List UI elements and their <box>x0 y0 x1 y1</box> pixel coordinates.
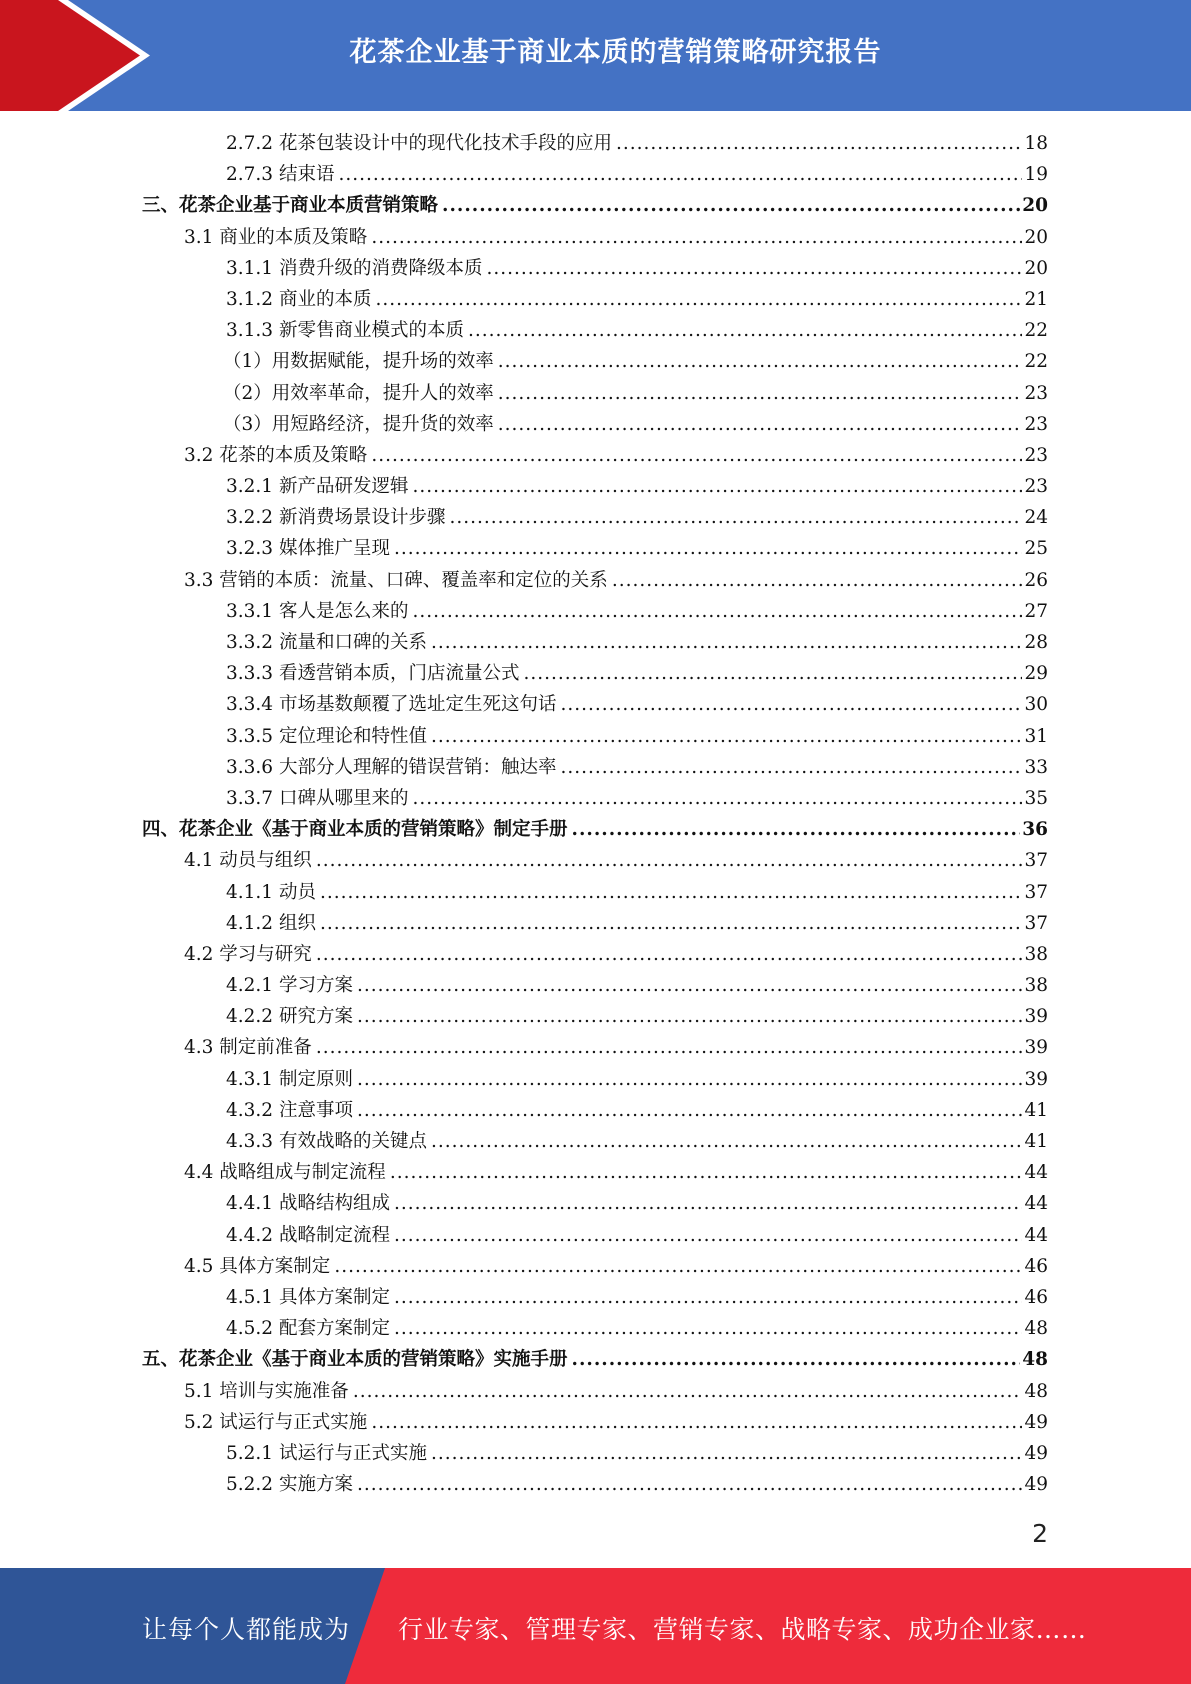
toc-dot-leader <box>449 502 1022 533</box>
toc-entry-title: 4.4 战略组成与制定流程 <box>184 1162 386 1184</box>
toc-entry[interactable] <box>0 1251 1191 1282</box>
toc-entry-page: 41 <box>1024 1131 1048 1152</box>
toc-dot-leader <box>523 658 1022 689</box>
toc-dot-leader <box>612 565 1023 596</box>
toc-entry-page: 24 <box>1024 507 1048 529</box>
toc-entry[interactable] <box>0 1376 1191 1407</box>
toc-entry-title: （2）用效率革命，提升人的效率 <box>223 382 494 404</box>
toc-entry[interactable] <box>0 1313 1191 1344</box>
toc-entry-title: 3.3.5 定位理论和特性值 <box>226 725 427 747</box>
toc-dot-leader <box>375 284 1022 315</box>
page-header <box>0 0 1191 111</box>
toc-entry-page: 37 <box>1024 881 1048 903</box>
toc-entry[interactable] <box>0 877 1191 908</box>
toc-entry-title: 3.2.2 新消费场景设计步骤 <box>226 507 446 529</box>
toc-entry-title: 三、花茶企业基于商业本质营销策略 <box>142 195 439 217</box>
toc-entry[interactable] <box>0 222 1191 253</box>
toc-entry-page: 41 <box>1024 1099 1048 1121</box>
toc-entry[interactable] <box>0 721 1191 752</box>
toc-entry-title: 3.1.3 新零售商业模式的本质 <box>226 320 464 342</box>
toc-entry-title: 4.2.1 学习方案 <box>226 975 353 997</box>
toc-entry[interactable] <box>0 315 1191 346</box>
toc-entry-page: 44 <box>1024 1162 1048 1184</box>
toc-entry-page: 48 <box>1024 1380 1048 1402</box>
toc-entry-page: 39 <box>1024 1006 1048 1028</box>
toc-entry-page: 29 <box>1024 663 1048 685</box>
toc-entry[interactable] <box>0 845 1191 876</box>
footer-slogan-left: 让每个人都能成为 <box>142 1615 351 1644</box>
toc-entry-page: 27 <box>1024 600 1048 622</box>
toc-dot-leader <box>316 939 1023 970</box>
toc-entry[interactable] <box>0 1220 1191 1251</box>
toc-dot-leader <box>371 1407 1022 1438</box>
toc-entry-title: 四、花茶企业《基于商业本质的营销策略》制定手册 <box>142 819 568 841</box>
toc-entry[interactable] <box>0 1469 1191 1500</box>
toc-entry-title: 5.2.2 实施方案 <box>226 1474 353 1496</box>
toc-entry-page: 30 <box>1024 694 1048 716</box>
toc-dot-leader <box>394 1220 1022 1251</box>
toc-entry-title: 4.5.2 配套方案制定 <box>226 1318 390 1340</box>
table-of-contents <box>0 128 1191 1500</box>
toc-entry-page: 22 <box>1024 320 1048 342</box>
toc-dot-leader <box>371 222 1022 253</box>
toc-entry-page: 23 <box>1024 382 1048 404</box>
toc-entry[interactable] <box>0 190 1191 221</box>
toc-entry-page: 31 <box>1024 725 1048 747</box>
toc-entry[interactable] <box>0 128 1191 159</box>
toc-entry-title: 4.5 具体方案制定 <box>184 1255 331 1277</box>
toc-entry[interactable] <box>0 689 1191 720</box>
toc-entry-page: 49 <box>1024 1411 1048 1433</box>
toc-entry[interactable] <box>0 346 1191 377</box>
toc-dot-leader <box>316 845 1023 876</box>
toc-entry[interactable] <box>0 783 1191 814</box>
toc-entry-page: 38 <box>1024 943 1048 965</box>
toc-entry-page: 23 <box>1024 476 1048 498</box>
toc-entry-title: 2.7.3 结束语 <box>226 164 335 186</box>
toc-entry-page: 48 <box>1022 1349 1048 1371</box>
toc-entry-page: 44 <box>1024 1224 1048 1246</box>
toc-dot-leader <box>353 1376 1023 1407</box>
toc-dot-leader <box>431 721 1022 752</box>
toc-entry-title: 4.3.1 制定原则 <box>226 1068 353 1090</box>
toc-dot-leader <box>442 190 1020 221</box>
toc-entry[interactable] <box>0 1032 1191 1063</box>
toc-entry-page: 28 <box>1024 632 1048 653</box>
toc-entry[interactable] <box>0 814 1191 845</box>
toc-entry-title: 3.1.2 商业的本质 <box>226 288 372 310</box>
toc-dot-leader <box>357 1001 1023 1032</box>
toc-entry-title: 2.7.2 花茶包装设计中的现代化技术手段的应用 <box>226 133 612 154</box>
toc-dot-leader <box>498 409 1023 440</box>
toc-dot-leader <box>560 752 1022 783</box>
toc-entry[interactable] <box>0 253 1191 284</box>
toc-dot-leader <box>394 1188 1022 1219</box>
toc-entry-page: 37 <box>1024 850 1048 872</box>
toc-entry-page: 44 <box>1024 1193 1048 1215</box>
toc-dot-leader <box>431 627 1022 658</box>
toc-dot-leader <box>572 814 1021 845</box>
toc-entry-title: 3.3.3 看透营销本质，门店流量公式 <box>226 663 520 685</box>
toc-entry-title: 4.1.2 组织 <box>226 912 316 934</box>
toc-entry-title: 4.5.1 具体方案制定 <box>226 1286 390 1308</box>
toc-entry-title: 3.3.4 市场基数颠覆了选址定生死这句话 <box>226 694 557 716</box>
toc-entry-page: 35 <box>1024 787 1048 809</box>
toc-entry-page: 38 <box>1024 975 1048 997</box>
toc-entry-page: 39 <box>1024 1037 1048 1059</box>
toc-entry-page: 20 <box>1024 226 1048 248</box>
toc-entry-title: 3.2 花茶的本质及策略 <box>184 444 368 466</box>
toc-entry-page: 23 <box>1024 444 1048 466</box>
toc-dot-leader <box>320 908 1023 939</box>
toc-entry[interactable] <box>0 596 1191 627</box>
toc-entry[interactable] <box>0 1001 1191 1032</box>
toc-entry[interactable] <box>0 159 1191 190</box>
toc-entry[interactable] <box>0 378 1191 409</box>
toc-dot-leader <box>412 471 1022 502</box>
toc-entry-title: 4.4.2 战略制定流程 <box>226 1224 390 1246</box>
toc-dot-leader <box>320 877 1023 908</box>
toc-dot-leader <box>412 596 1022 627</box>
toc-entry[interactable] <box>0 1282 1191 1313</box>
toc-entry[interactable] <box>0 533 1191 564</box>
toc-dot-leader <box>616 128 1022 159</box>
toc-dot-leader <box>357 1469 1023 1500</box>
toc-entry-page: 46 <box>1024 1255 1048 1277</box>
toc-entry-title: 5.2.1 试运行与正式实施 <box>226 1442 427 1464</box>
toc-entry-title: 3.3.7 口碑从哪里来的 <box>226 787 409 809</box>
toc-entry-page: 20 <box>1022 195 1048 217</box>
toc-dot-leader <box>498 378 1023 409</box>
toc-entry[interactable] <box>0 1407 1191 1438</box>
footer-slogan-right: 行业专家、管理专家、营销专家、战略专家、成功企业家…… <box>398 1615 1087 1644</box>
toc-entry-page: 18 <box>1024 133 1048 154</box>
toc-entry[interactable] <box>0 627 1191 658</box>
toc-entry-page: 49 <box>1024 1474 1048 1496</box>
toc-entry-page: 23 <box>1024 413 1048 435</box>
toc-dot-leader <box>431 1126 1022 1157</box>
toc-entry-page: 22 <box>1024 351 1048 373</box>
toc-dot-leader <box>357 1064 1023 1095</box>
toc-entry[interactable] <box>0 471 1191 502</box>
toc-dot-leader <box>498 346 1023 377</box>
toc-entry-page: 19 <box>1024 164 1048 186</box>
toc-entry-page: 37 <box>1024 912 1048 934</box>
toc-entry[interactable] <box>0 502 1191 533</box>
toc-dot-leader <box>394 533 1022 564</box>
toc-entry-title: 4.4.1 战略结构组成 <box>226 1193 390 1215</box>
toc-dot-leader <box>486 253 1022 284</box>
toc-entry-title: （1）用数据赋能，提升场的效率 <box>223 351 494 373</box>
toc-entry[interactable] <box>0 1095 1191 1126</box>
toc-entry-title: 5.1 培训与实施准备 <box>184 1380 349 1402</box>
toc-entry-page: 48 <box>1024 1318 1048 1340</box>
toc-entry[interactable] <box>0 1188 1191 1219</box>
toc-entry[interactable] <box>0 658 1191 689</box>
toc-entry-title: 五、花茶企业《基于商业本质的营销策略》实施手册 <box>142 1349 568 1371</box>
toc-entry[interactable] <box>0 565 1191 596</box>
toc-entry-page: 33 <box>1024 756 1048 778</box>
toc-entry-page: 20 <box>1024 257 1048 279</box>
toc-entry-title: 3.2.1 新产品研发逻辑 <box>226 476 409 498</box>
page-footer <box>0 1568 1191 1684</box>
toc-entry-page: 25 <box>1024 538 1048 560</box>
toc-dot-leader <box>334 1251 1022 1282</box>
toc-dot-leader <box>431 1438 1022 1469</box>
toc-dot-leader <box>560 689 1022 720</box>
toc-dot-leader <box>394 1282 1022 1313</box>
toc-entry-title: 4.1 动员与组织 <box>184 850 312 872</box>
toc-entry[interactable] <box>0 1157 1191 1188</box>
toc-entry-title: 4.3 制定前准备 <box>184 1037 312 1059</box>
toc-entry-title: 3.3.6 大部分人理解的错误营销：触达率 <box>226 756 557 778</box>
toc-entry-page: 49 <box>1024 1442 1048 1464</box>
toc-entry-title: 4.1.1 动员 <box>226 881 316 903</box>
toc-dot-leader <box>572 1344 1021 1375</box>
toc-entry[interactable] <box>0 1344 1191 1375</box>
toc-entry-title: 3.3 营销的本质：流量、口碑、覆盖率和定位的关系 <box>184 569 608 591</box>
toc-entry[interactable] <box>0 1126 1191 1157</box>
toc-entry[interactable] <box>0 409 1191 440</box>
toc-entry[interactable] <box>0 939 1191 970</box>
toc-entry-title: 3.1 商业的本质及策略 <box>184 226 368 248</box>
toc-entry[interactable] <box>0 1064 1191 1095</box>
toc-entry-title: 3.3.2 流量和口碑的关系 <box>226 632 427 653</box>
toc-entry-title: 4.2.2 研究方案 <box>226 1006 353 1028</box>
toc-entry-title: 4.3.3 有效战略的关键点 <box>226 1131 427 1152</box>
toc-entry[interactable] <box>0 970 1191 1001</box>
toc-entry-page: 39 <box>1024 1068 1048 1090</box>
toc-entry-page: 36 <box>1022 819 1048 841</box>
toc-entry-title: 4.2 学习与研究 <box>184 943 312 965</box>
toc-entry[interactable] <box>0 1438 1191 1469</box>
toc-dot-leader <box>371 440 1022 471</box>
page-number: 2 <box>1032 1519 1048 1548</box>
toc-entry[interactable] <box>0 284 1191 315</box>
toc-dot-leader <box>357 970 1023 1001</box>
toc-entry-title: 3.2.3 媒体推广呈现 <box>226 538 390 560</box>
toc-entry-title: 3.1.1 消费升级的消费降级本质 <box>226 257 483 279</box>
toc-entry-title: 3.3.1 客人是怎么来的 <box>226 600 409 622</box>
toc-entry-page: 26 <box>1024 569 1048 591</box>
toc-dot-leader <box>316 1032 1023 1063</box>
toc-entry-page: 21 <box>1024 288 1048 310</box>
toc-dot-leader <box>357 1095 1023 1126</box>
toc-entry-title: 5.2 试运行与正式实施 <box>184 1411 368 1433</box>
toc-dot-leader <box>338 159 1022 190</box>
toc-dot-leader <box>390 1157 1023 1188</box>
toc-entry-title: （3）用短路经济，提升货的效率 <box>223 413 494 435</box>
document-title: 花茶企业基于商业本质的营销策略研究报告 <box>349 37 882 68</box>
toc-entry[interactable] <box>0 752 1191 783</box>
toc-dot-leader <box>468 315 1022 346</box>
toc-entry[interactable] <box>0 440 1191 471</box>
toc-dot-leader <box>394 1313 1022 1344</box>
toc-entry-title: 4.3.2 注意事项 <box>226 1099 353 1121</box>
toc-entry-page: 46 <box>1024 1286 1048 1308</box>
toc-dot-leader <box>412 783 1022 814</box>
toc-entry[interactable] <box>0 908 1191 939</box>
